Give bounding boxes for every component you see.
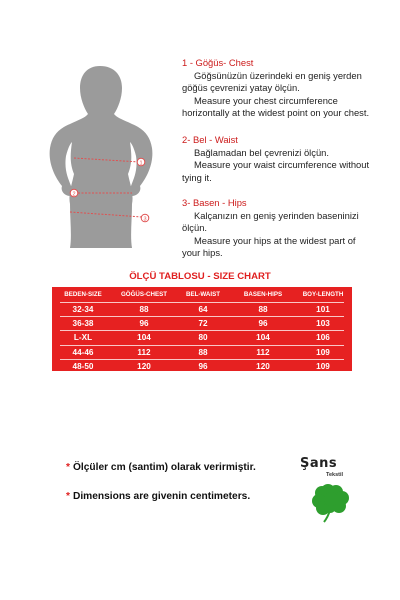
clover-logo-icon — [298, 455, 358, 525]
table-cell: 96 — [139, 319, 149, 329]
body-silhouette-illustration — [40, 52, 160, 252]
table-row — [52, 317, 352, 330]
chest-marker-label: 1 — [139, 160, 143, 167]
table-cell: 32-34 — [72, 305, 94, 314]
table-header-row — [52, 287, 352, 302]
table-row — [52, 303, 352, 316]
waist-tr-line-1: Bağlamadan bel çevrenizi ölçün. — [194, 146, 329, 158]
chest-instructions — [182, 57, 369, 120]
table-cell: 106 — [316, 333, 330, 343]
table-row — [52, 346, 352, 359]
hips-instructions — [182, 197, 359, 260]
table-row — [52, 360, 352, 373]
hips-marker-label: 3 — [143, 216, 147, 223]
brand-logo-text: Şans — [300, 456, 338, 471]
note-text: Dimensions are givenin centimeters. — [72, 491, 251, 502]
table-cell: 120 — [256, 361, 270, 371]
table-cell: 112 — [137, 347, 151, 357]
chest-tr-line-1: Göğsünüzün üzerindeki en geniş yerden — [194, 69, 362, 81]
hips-en-line-1: Measure your hips at the widest part of — [194, 234, 356, 246]
table-cell: 120 — [137, 361, 151, 371]
table-cell: 88 — [198, 347, 208, 357]
table-cell: 72 — [198, 319, 208, 329]
table-cell: 103 — [316, 319, 330, 329]
table-cell: 48-50 — [72, 361, 94, 371]
table-row — [52, 331, 352, 344]
table-cell: 109 — [316, 347, 330, 357]
waist-marker-label: 2 — [72, 191, 76, 198]
table-cell: 112 — [256, 347, 270, 357]
table-cell: 80 — [198, 333, 208, 343]
chest-heading: 1 - Göğüs- Chest — [182, 57, 254, 68]
table-cell: 104 — [256, 333, 270, 343]
hips-tr-line-1: Kalçanızın en geniş yerinden baseninizi — [194, 209, 359, 221]
chest-en-line-1: Measure your chest circumference — [194, 94, 338, 106]
silhouette-shape — [50, 66, 153, 248]
header-hips: BASEN-HIPS — [243, 291, 283, 298]
hips-heading: 3- Basen - Hips — [182, 197, 247, 208]
table-cell: 104 — [137, 333, 151, 343]
table-cell: 109 — [316, 361, 330, 371]
table-cell: 101 — [316, 305, 330, 314]
waist-instructions — [182, 134, 369, 184]
asterisk-icon: * — [66, 491, 70, 502]
waist-en-line-1: Measure your waist circumference without — [194, 159, 370, 171]
note-text: Ölçüler cm (santim) olarak verirmiştir. — [72, 462, 256, 473]
size-chart-table — [52, 287, 352, 371]
note-units-en — [66, 491, 250, 502]
brand-logo-subtext: Tekstil — [326, 472, 344, 478]
waist-en-line-2: tying it. — [182, 171, 212, 183]
note-units-tr — [66, 462, 256, 473]
header-length: BOY-LENGTH — [302, 291, 344, 298]
table-cell: 96 — [258, 319, 268, 329]
header-chest: GÖĞÜS-CHEST — [120, 291, 168, 298]
table-cell: L-XL — [73, 333, 93, 343]
chest-tr-line-2: göğüs çevrenizi yatay ölçün. — [182, 82, 300, 94]
table-cell: 36-38 — [72, 319, 94, 329]
hips-en-line-2: your hips. — [182, 247, 223, 259]
table-cell: 64 — [198, 305, 208, 314]
table-cell: 96 — [198, 361, 208, 371]
table-cell: 88 — [139, 305, 149, 314]
size-chart-title: ÖLÇÜ TABLOSU - SIZE CHART — [129, 271, 271, 282]
header-waist: BEL-WAIST — [185, 291, 221, 298]
header-size: BEDEN-SIZE — [64, 291, 102, 298]
chest-en-line-2: horizontally at the widest point on your chest. — [182, 107, 370, 119]
hips-tr-line-2: ölçün. — [182, 222, 208, 234]
table-cell: 44-46 — [72, 347, 94, 357]
asterisk-icon: * — [66, 462, 70, 473]
table-cell: 88 — [258, 305, 268, 314]
waist-heading: 2- Bel - Waist — [182, 134, 238, 145]
